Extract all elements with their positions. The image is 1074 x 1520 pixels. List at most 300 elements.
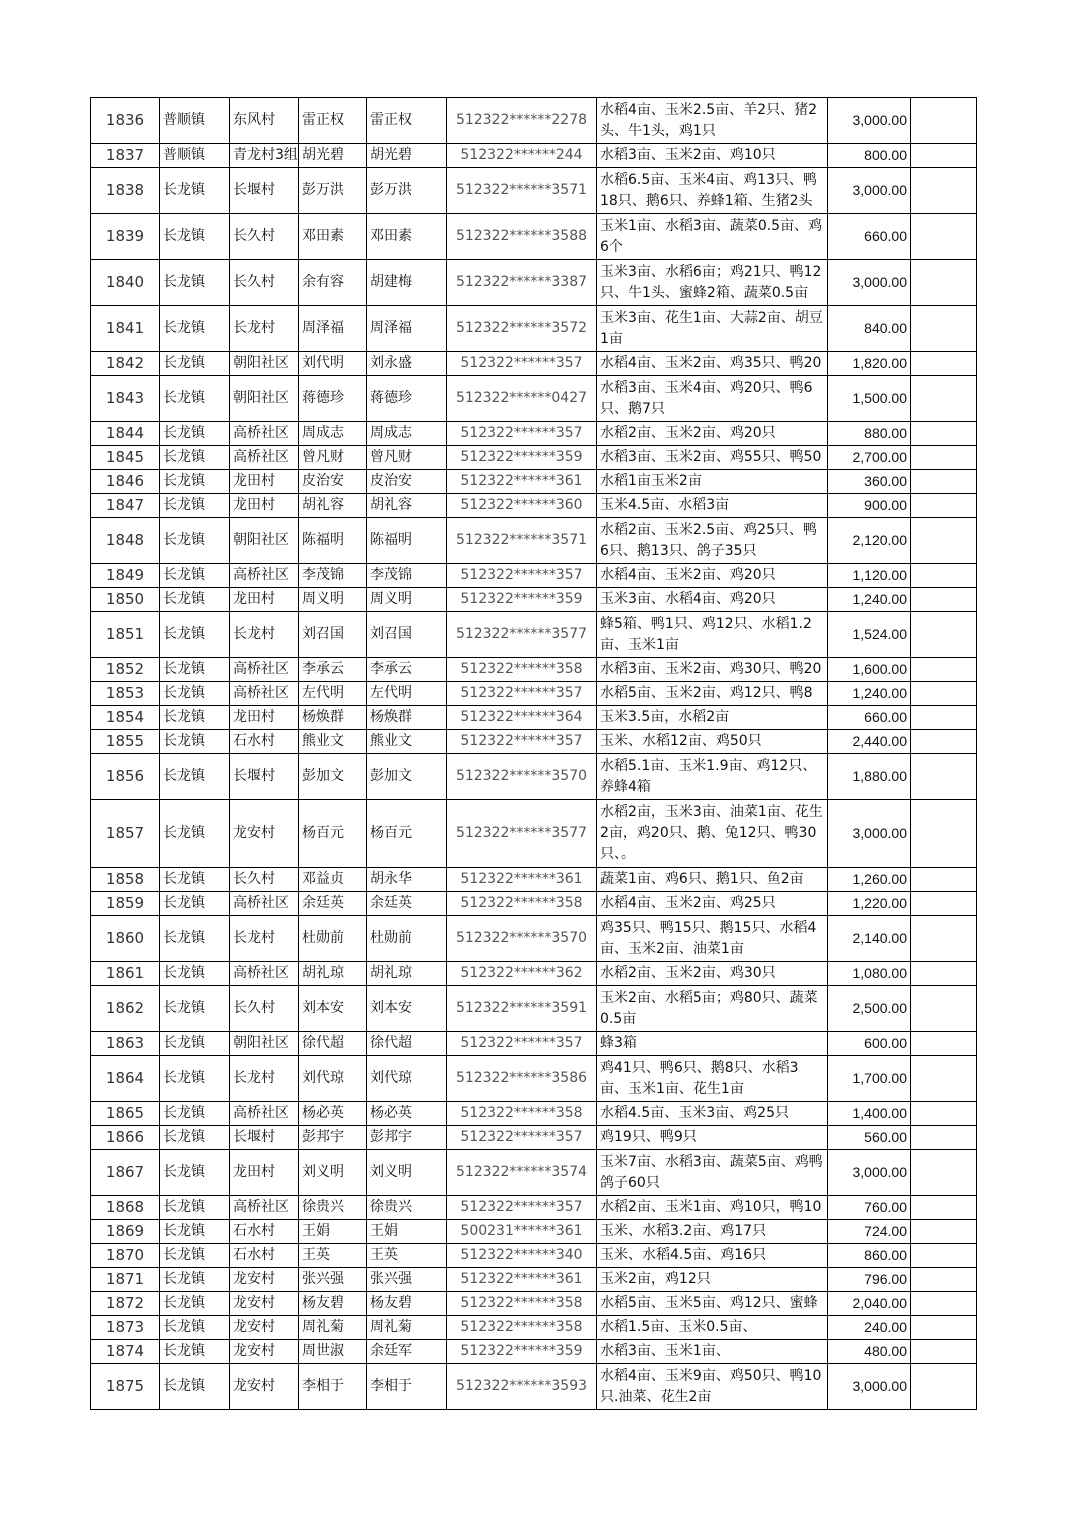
table-row — [91, 1196, 977, 1220]
applicant-cell: 周世淑 — [299, 1340, 367, 1364]
table-row — [91, 1126, 977, 1150]
remark-cell — [911, 1316, 977, 1340]
applicant-cell: 刘本安 — [299, 986, 367, 1032]
town-cell: 长龙镇 — [160, 612, 230, 658]
id-number-cell: 512322******358 — [447, 658, 597, 682]
village-cell: 石水村 — [230, 1220, 299, 1244]
household-head-cell: 王娟 — [367, 1220, 447, 1244]
table-row — [91, 1032, 977, 1056]
remark-cell — [911, 1126, 977, 1150]
town-cell: 长龙镇 — [160, 1364, 230, 1410]
household-head-cell: 周义明 — [367, 588, 447, 612]
content-cell: 玉米4.5亩、水稻3亩 — [597, 494, 828, 518]
table-row — [91, 422, 977, 446]
village-cell: 龙田村 — [230, 588, 299, 612]
amount-cell: 1,080.00 — [828, 962, 911, 986]
content-cell: 鸡41只、鸭6只、鹅8只、水稻3亩、玉米1亩、花生1亩 — [597, 1056, 828, 1102]
amount-cell: 1,700.00 — [828, 1056, 911, 1102]
remark-cell — [911, 962, 977, 986]
id-number-cell: 512322******362 — [447, 962, 597, 986]
amount-cell: 1,600.00 — [828, 658, 911, 682]
household-head-cell: 李茂锦 — [367, 564, 447, 588]
amount-cell: 2,040.00 — [828, 1292, 911, 1316]
remark-cell — [911, 306, 977, 352]
town-cell: 长龙镇 — [160, 518, 230, 564]
village-cell: 龙安村 — [230, 1268, 299, 1292]
remark-cell — [911, 446, 977, 470]
content-cell: 水稻2亩、玉米2亩、鸡20只 — [597, 422, 828, 446]
household-head-cell: 刘召国 — [367, 612, 447, 658]
content-cell: 蜂3箱 — [597, 1032, 828, 1056]
table-row — [91, 730, 977, 754]
household-head-cell: 周礼菊 — [367, 1316, 447, 1340]
applicant-cell: 彭加文 — [299, 754, 367, 800]
village-cell: 长久村 — [230, 214, 299, 260]
row-number: 1871 — [91, 1268, 160, 1292]
table-row — [91, 1220, 977, 1244]
id-number-cell: 512322******357 — [447, 1126, 597, 1150]
town-cell: 长龙镇 — [160, 1244, 230, 1268]
amount-cell: 1,880.00 — [828, 754, 911, 800]
applicant-cell: 余廷英 — [299, 892, 367, 916]
amount-cell: 240.00 — [828, 1316, 911, 1340]
row-number: 1863 — [91, 1032, 160, 1056]
row-number: 1843 — [91, 376, 160, 422]
remark-cell — [911, 868, 977, 892]
content-cell: 水稻3亩、玉米4亩、鸡20只、鸭6只、鹅7只 — [597, 376, 828, 422]
household-head-cell: 陈福明 — [367, 518, 447, 564]
content-cell: 水稻5亩、玉米2亩、鸡12只、鸭8 — [597, 682, 828, 706]
row-number: 1840 — [91, 260, 160, 306]
content-cell: 玉米3亩、水稻4亩、鸡20只 — [597, 588, 828, 612]
id-number-cell: 512322******3572 — [447, 306, 597, 352]
remark-cell — [911, 352, 977, 376]
table-row — [91, 1340, 977, 1364]
id-number-cell: 512322******359 — [447, 1340, 597, 1364]
row-number: 1874 — [91, 1340, 160, 1364]
row-number: 1864 — [91, 1056, 160, 1102]
id-number-cell: 512322******3571 — [447, 168, 597, 214]
applicant-cell: 李相于 — [299, 1364, 367, 1410]
content-cell: 水稻1.5亩、玉米0.5亩、 — [597, 1316, 828, 1340]
village-cell: 朝阳社区 — [230, 1032, 299, 1056]
remark-cell — [911, 706, 977, 730]
amount-cell: 840.00 — [828, 306, 911, 352]
village-cell: 朝阳社区 — [230, 518, 299, 564]
village-cell: 长龙村 — [230, 1056, 299, 1102]
content-cell: 玉米、水稻4.5亩、鸡16只 — [597, 1244, 828, 1268]
amount-cell: 1,400.00 — [828, 1102, 911, 1126]
id-number-cell: 512322******364 — [447, 706, 597, 730]
amount-cell: 3,000.00 — [828, 168, 911, 214]
village-cell: 龙安村 — [230, 1316, 299, 1340]
village-cell: 龙田村 — [230, 470, 299, 494]
household-head-cell: 刘本安 — [367, 986, 447, 1032]
content-cell: 蜂5箱、鸭1只、鸡12只、水稻1.2亩、玉米1亩 — [597, 612, 828, 658]
applicant-cell: 杨必英 — [299, 1102, 367, 1126]
amount-cell: 800.00 — [828, 144, 911, 168]
id-number-cell: 512322******361 — [447, 868, 597, 892]
row-number: 1844 — [91, 422, 160, 446]
applicant-cell: 李承云 — [299, 658, 367, 682]
applicant-cell: 曾凡财 — [299, 446, 367, 470]
town-cell: 长龙镇 — [160, 986, 230, 1032]
row-number: 1852 — [91, 658, 160, 682]
remark-cell — [911, 1150, 977, 1196]
amount-cell: 660.00 — [828, 214, 911, 260]
household-head-cell: 皮治安 — [367, 470, 447, 494]
table-row — [91, 1102, 977, 1126]
amount-cell: 2,440.00 — [828, 730, 911, 754]
village-cell: 长堰村 — [230, 168, 299, 214]
row-number: 1854 — [91, 706, 160, 730]
row-number: 1872 — [91, 1292, 160, 1316]
applicant-cell: 刘义明 — [299, 1150, 367, 1196]
remark-cell — [911, 1056, 977, 1102]
household-head-cell: 雷正权 — [367, 98, 447, 144]
content-cell: 水稻2亩、玉米2亩、鸡30只 — [597, 962, 828, 986]
amount-cell: 860.00 — [828, 1244, 911, 1268]
id-number-cell: 512322******3593 — [447, 1364, 597, 1410]
table-row — [91, 1364, 977, 1410]
table-row — [91, 658, 977, 682]
town-cell: 长龙镇 — [160, 1056, 230, 1102]
remark-cell — [911, 422, 977, 446]
remark-cell — [911, 1292, 977, 1316]
household-head-cell: 胡建梅 — [367, 260, 447, 306]
table-row — [91, 682, 977, 706]
amount-cell: 1,220.00 — [828, 892, 911, 916]
town-cell: 长龙镇 — [160, 868, 230, 892]
table-row — [91, 470, 977, 494]
household-head-cell: 胡光碧 — [367, 144, 447, 168]
town-cell: 长龙镇 — [160, 214, 230, 260]
town-cell: 长龙镇 — [160, 470, 230, 494]
content-cell: 水稻1亩玉米2亩 — [597, 470, 828, 494]
town-cell: 长龙镇 — [160, 588, 230, 612]
id-number-cell: 512322******358 — [447, 1316, 597, 1340]
household-head-cell: 曾凡财 — [367, 446, 447, 470]
table-row — [91, 962, 977, 986]
id-number-cell: 512322******357 — [447, 564, 597, 588]
remark-cell — [911, 1340, 977, 1364]
town-cell: 普顺镇 — [160, 144, 230, 168]
content-cell: 玉米3亩、花生1亩、大蒜2亩、胡豆1亩 — [597, 306, 828, 352]
row-number: 1847 — [91, 494, 160, 518]
remark-cell — [911, 1102, 977, 1126]
remark-cell — [911, 564, 977, 588]
town-cell: 长龙镇 — [160, 1292, 230, 1316]
applicant-cell: 胡礼琼 — [299, 962, 367, 986]
id-number-cell: 512322******361 — [447, 1268, 597, 1292]
amount-cell: 1,120.00 — [828, 564, 911, 588]
row-number: 1836 — [91, 98, 160, 144]
row-number: 1849 — [91, 564, 160, 588]
content-cell: 蔬菜1亩、鸡6只、鹅1只、鱼2亩 — [597, 868, 828, 892]
household-head-cell: 彭邦宇 — [367, 1126, 447, 1150]
applicant-cell: 蒋德珍 — [299, 376, 367, 422]
household-head-cell: 张兴强 — [367, 1268, 447, 1292]
content-cell: 水稻4亩、玉米2.5亩、羊2只、猪2头、牛1头，鸡1只 — [597, 98, 828, 144]
table-row — [91, 144, 977, 168]
table-row — [91, 892, 977, 916]
id-number-cell: 512322******3570 — [447, 754, 597, 800]
id-number-cell: 512322******357 — [447, 352, 597, 376]
remark-cell — [911, 892, 977, 916]
household-head-cell: 杨焕群 — [367, 706, 447, 730]
row-number: 1862 — [91, 986, 160, 1032]
remark-cell — [911, 916, 977, 962]
applicant-cell: 王娟 — [299, 1220, 367, 1244]
village-cell: 青龙村3组 — [230, 144, 299, 168]
table-body — [91, 98, 977, 1410]
content-cell: 水稻2亩、玉米2.5亩、鸡25只、鸭6只、鹅13只、鸽子35只 — [597, 518, 828, 564]
applicant-cell: 胡礼容 — [299, 494, 367, 518]
id-number-cell: 512322******3574 — [447, 1150, 597, 1196]
remark-cell — [911, 800, 977, 868]
remark-cell — [911, 588, 977, 612]
village-cell: 东风村 — [230, 98, 299, 144]
town-cell: 长龙镇 — [160, 706, 230, 730]
amount-cell: 660.00 — [828, 706, 911, 730]
town-cell: 长龙镇 — [160, 306, 230, 352]
amount-cell: 2,700.00 — [828, 446, 911, 470]
row-number: 1865 — [91, 1102, 160, 1126]
row-number: 1837 — [91, 144, 160, 168]
amount-cell: 1,260.00 — [828, 868, 911, 892]
content-cell: 玉米2亩、水稻5亩；鸡80只、蔬菜0.5亩 — [597, 986, 828, 1032]
remark-cell — [911, 98, 977, 144]
content-cell: 玉米3亩、水稻6亩；鸡21只、鸭12只、牛1头、蜜蜂2箱、蔬菜0.5亩 — [597, 260, 828, 306]
village-cell: 朝阳社区 — [230, 376, 299, 422]
amount-cell: 3,000.00 — [828, 98, 911, 144]
remark-cell — [911, 1196, 977, 1220]
village-cell: 朝阳社区 — [230, 352, 299, 376]
content-cell: 玉米、水稻3.2亩、鸡17只 — [597, 1220, 828, 1244]
id-number-cell: 512322******358 — [447, 1102, 597, 1126]
table-row — [91, 868, 977, 892]
town-cell: 长龙镇 — [160, 376, 230, 422]
table-row — [91, 376, 977, 422]
household-head-cell: 熊业文 — [367, 730, 447, 754]
row-number: 1867 — [91, 1150, 160, 1196]
content-cell: 水稻4亩、玉米9亩、鸡50只、鸭10只.油菜、花生2亩 — [597, 1364, 828, 1410]
town-cell: 长龙镇 — [160, 168, 230, 214]
town-cell: 长龙镇 — [160, 564, 230, 588]
row-number: 1859 — [91, 892, 160, 916]
applicant-cell: 李茂锦 — [299, 564, 367, 588]
id-number-cell: 512322******358 — [447, 1292, 597, 1316]
amount-cell: 3,000.00 — [828, 800, 911, 868]
remark-cell — [911, 612, 977, 658]
table-row — [91, 754, 977, 800]
applicant-cell: 刘代明 — [299, 352, 367, 376]
household-head-cell: 左代明 — [367, 682, 447, 706]
applicant-cell: 邓益贞 — [299, 868, 367, 892]
applicant-cell: 雷正权 — [299, 98, 367, 144]
applicant-cell: 徐代超 — [299, 1032, 367, 1056]
table-row — [91, 98, 977, 144]
village-cell: 长龙村 — [230, 612, 299, 658]
content-cell: 玉米2亩，鸡12只 — [597, 1268, 828, 1292]
table-row — [91, 1056, 977, 1102]
village-cell: 长堰村 — [230, 754, 299, 800]
table-row — [91, 612, 977, 658]
remark-cell — [911, 658, 977, 682]
town-cell: 长龙镇 — [160, 658, 230, 682]
town-cell: 长龙镇 — [160, 1150, 230, 1196]
household-head-cell: 周成志 — [367, 422, 447, 446]
town-cell: 长龙镇 — [160, 1220, 230, 1244]
applicant-cell: 杨友碧 — [299, 1292, 367, 1316]
household-head-cell: 余廷军 — [367, 1340, 447, 1364]
table-row — [91, 1268, 977, 1292]
village-cell: 高桥社区 — [230, 446, 299, 470]
id-number-cell: 512322******3577 — [447, 800, 597, 868]
row-number: 1857 — [91, 800, 160, 868]
town-cell: 长龙镇 — [160, 352, 230, 376]
row-number: 1838 — [91, 168, 160, 214]
amount-cell: 724.00 — [828, 1220, 911, 1244]
remark-cell — [911, 754, 977, 800]
applicant-cell: 左代明 — [299, 682, 367, 706]
amount-cell: 1,524.00 — [828, 612, 911, 658]
amount-cell: 560.00 — [828, 1126, 911, 1150]
content-cell: 水稻3亩、玉米2亩、鸡55只、鸭50 — [597, 446, 828, 470]
town-cell: 长龙镇 — [160, 754, 230, 800]
id-number-cell: 512322******359 — [447, 588, 597, 612]
remark-cell — [911, 682, 977, 706]
applicant-cell: 周义明 — [299, 588, 367, 612]
table-row — [91, 306, 977, 352]
household-head-cell: 余廷英 — [367, 892, 447, 916]
table-row — [91, 168, 977, 214]
id-number-cell: 512322******0427 — [447, 376, 597, 422]
applicant-cell: 彭邦宇 — [299, 1126, 367, 1150]
amount-cell: 1,240.00 — [828, 588, 911, 612]
town-cell: 长龙镇 — [160, 962, 230, 986]
town-cell: 长龙镇 — [160, 446, 230, 470]
row-number: 1855 — [91, 730, 160, 754]
table-row — [91, 706, 977, 730]
town-cell: 长龙镇 — [160, 1126, 230, 1150]
remark-cell — [911, 1220, 977, 1244]
village-cell: 龙田村 — [230, 494, 299, 518]
remark-cell — [911, 1244, 977, 1268]
row-number: 1860 — [91, 916, 160, 962]
town-cell: 长龙镇 — [160, 494, 230, 518]
town-cell: 长龙镇 — [160, 1032, 230, 1056]
id-number-cell: 512322******361 — [447, 470, 597, 494]
applicant-cell: 周泽福 — [299, 306, 367, 352]
village-cell: 龙安村 — [230, 1364, 299, 1410]
village-cell: 龙安村 — [230, 1292, 299, 1316]
village-cell: 长久村 — [230, 986, 299, 1032]
amount-cell: 760.00 — [828, 1196, 911, 1220]
content-cell: 鸡19只、鸭9只 — [597, 1126, 828, 1150]
amount-cell: 3,000.00 — [828, 260, 911, 306]
table-row — [91, 446, 977, 470]
town-cell: 长龙镇 — [160, 1102, 230, 1126]
town-cell: 普顺镇 — [160, 98, 230, 144]
town-cell: 长龙镇 — [160, 730, 230, 754]
table-row — [91, 916, 977, 962]
amount-cell: 3,000.00 — [828, 1150, 911, 1196]
table-row — [91, 564, 977, 588]
table-row — [91, 986, 977, 1032]
remark-cell — [911, 518, 977, 564]
table-row — [91, 260, 977, 306]
row-number: 1842 — [91, 352, 160, 376]
content-cell: 水稻3亩、玉米2亩、鸡30只、鸭20 — [597, 658, 828, 682]
remark-cell — [911, 494, 977, 518]
amount-cell: 360.00 — [828, 470, 911, 494]
id-number-cell: 512322******3387 — [447, 260, 597, 306]
row-number: 1856 — [91, 754, 160, 800]
table-row — [91, 1316, 977, 1340]
village-cell: 高桥社区 — [230, 682, 299, 706]
household-head-cell: 李相于 — [367, 1364, 447, 1410]
village-cell: 高桥社区 — [230, 962, 299, 986]
amount-cell: 1,820.00 — [828, 352, 911, 376]
content-cell: 水稻4.5亩、玉米3亩、鸡25只 — [597, 1102, 828, 1126]
id-number-cell: 512322******357 — [447, 1196, 597, 1220]
town-cell: 长龙镇 — [160, 892, 230, 916]
id-number-cell: 512322******3577 — [447, 612, 597, 658]
row-number: 1875 — [91, 1364, 160, 1410]
town-cell: 长龙镇 — [160, 1196, 230, 1220]
table-row — [91, 214, 977, 260]
amount-cell: 1,500.00 — [828, 376, 911, 422]
town-cell: 长龙镇 — [160, 260, 230, 306]
applicant-cell: 杜勋前 — [299, 916, 367, 962]
remark-cell — [911, 986, 977, 1032]
id-number-cell: 512322******3586 — [447, 1056, 597, 1102]
applicant-cell: 刘代琼 — [299, 1056, 367, 1102]
amount-cell: 2,500.00 — [828, 986, 911, 1032]
row-number: 1846 — [91, 470, 160, 494]
content-cell: 鸡35只、鸭15只、鹅15只、水稻4亩、玉米2亩、油菜1亩 — [597, 916, 828, 962]
table-row — [91, 1292, 977, 1316]
row-number: 1850 — [91, 588, 160, 612]
remark-cell — [911, 1268, 977, 1292]
applicant-cell: 陈福明 — [299, 518, 367, 564]
village-cell: 长龙村 — [230, 306, 299, 352]
village-cell: 长堰村 — [230, 1126, 299, 1150]
table-row — [91, 352, 977, 376]
table-row — [91, 494, 977, 518]
town-cell: 长龙镇 — [160, 1340, 230, 1364]
amount-cell: 1,240.00 — [828, 682, 911, 706]
amount-cell: 480.00 — [828, 1340, 911, 1364]
household-head-cell: 杨必英 — [367, 1102, 447, 1126]
amount-cell: 2,140.00 — [828, 916, 911, 962]
town-cell: 长龙镇 — [160, 1268, 230, 1292]
applicant-cell: 皮治安 — [299, 470, 367, 494]
content-cell: 水稻2亩、玉米1亩、鸡10只，鸭10 — [597, 1196, 828, 1220]
town-cell: 长龙镇 — [160, 422, 230, 446]
household-head-cell: 胡礼容 — [367, 494, 447, 518]
amount-cell: 900.00 — [828, 494, 911, 518]
household-head-cell: 王英 — [367, 1244, 447, 1268]
row-number: 1861 — [91, 962, 160, 986]
village-cell: 龙田村 — [230, 1150, 299, 1196]
remark-cell — [911, 260, 977, 306]
table-row — [91, 1150, 977, 1196]
id-number-cell: 512322******2278 — [447, 98, 597, 144]
id-number-cell: 512322******3570 — [447, 916, 597, 962]
remark-cell — [911, 1032, 977, 1056]
